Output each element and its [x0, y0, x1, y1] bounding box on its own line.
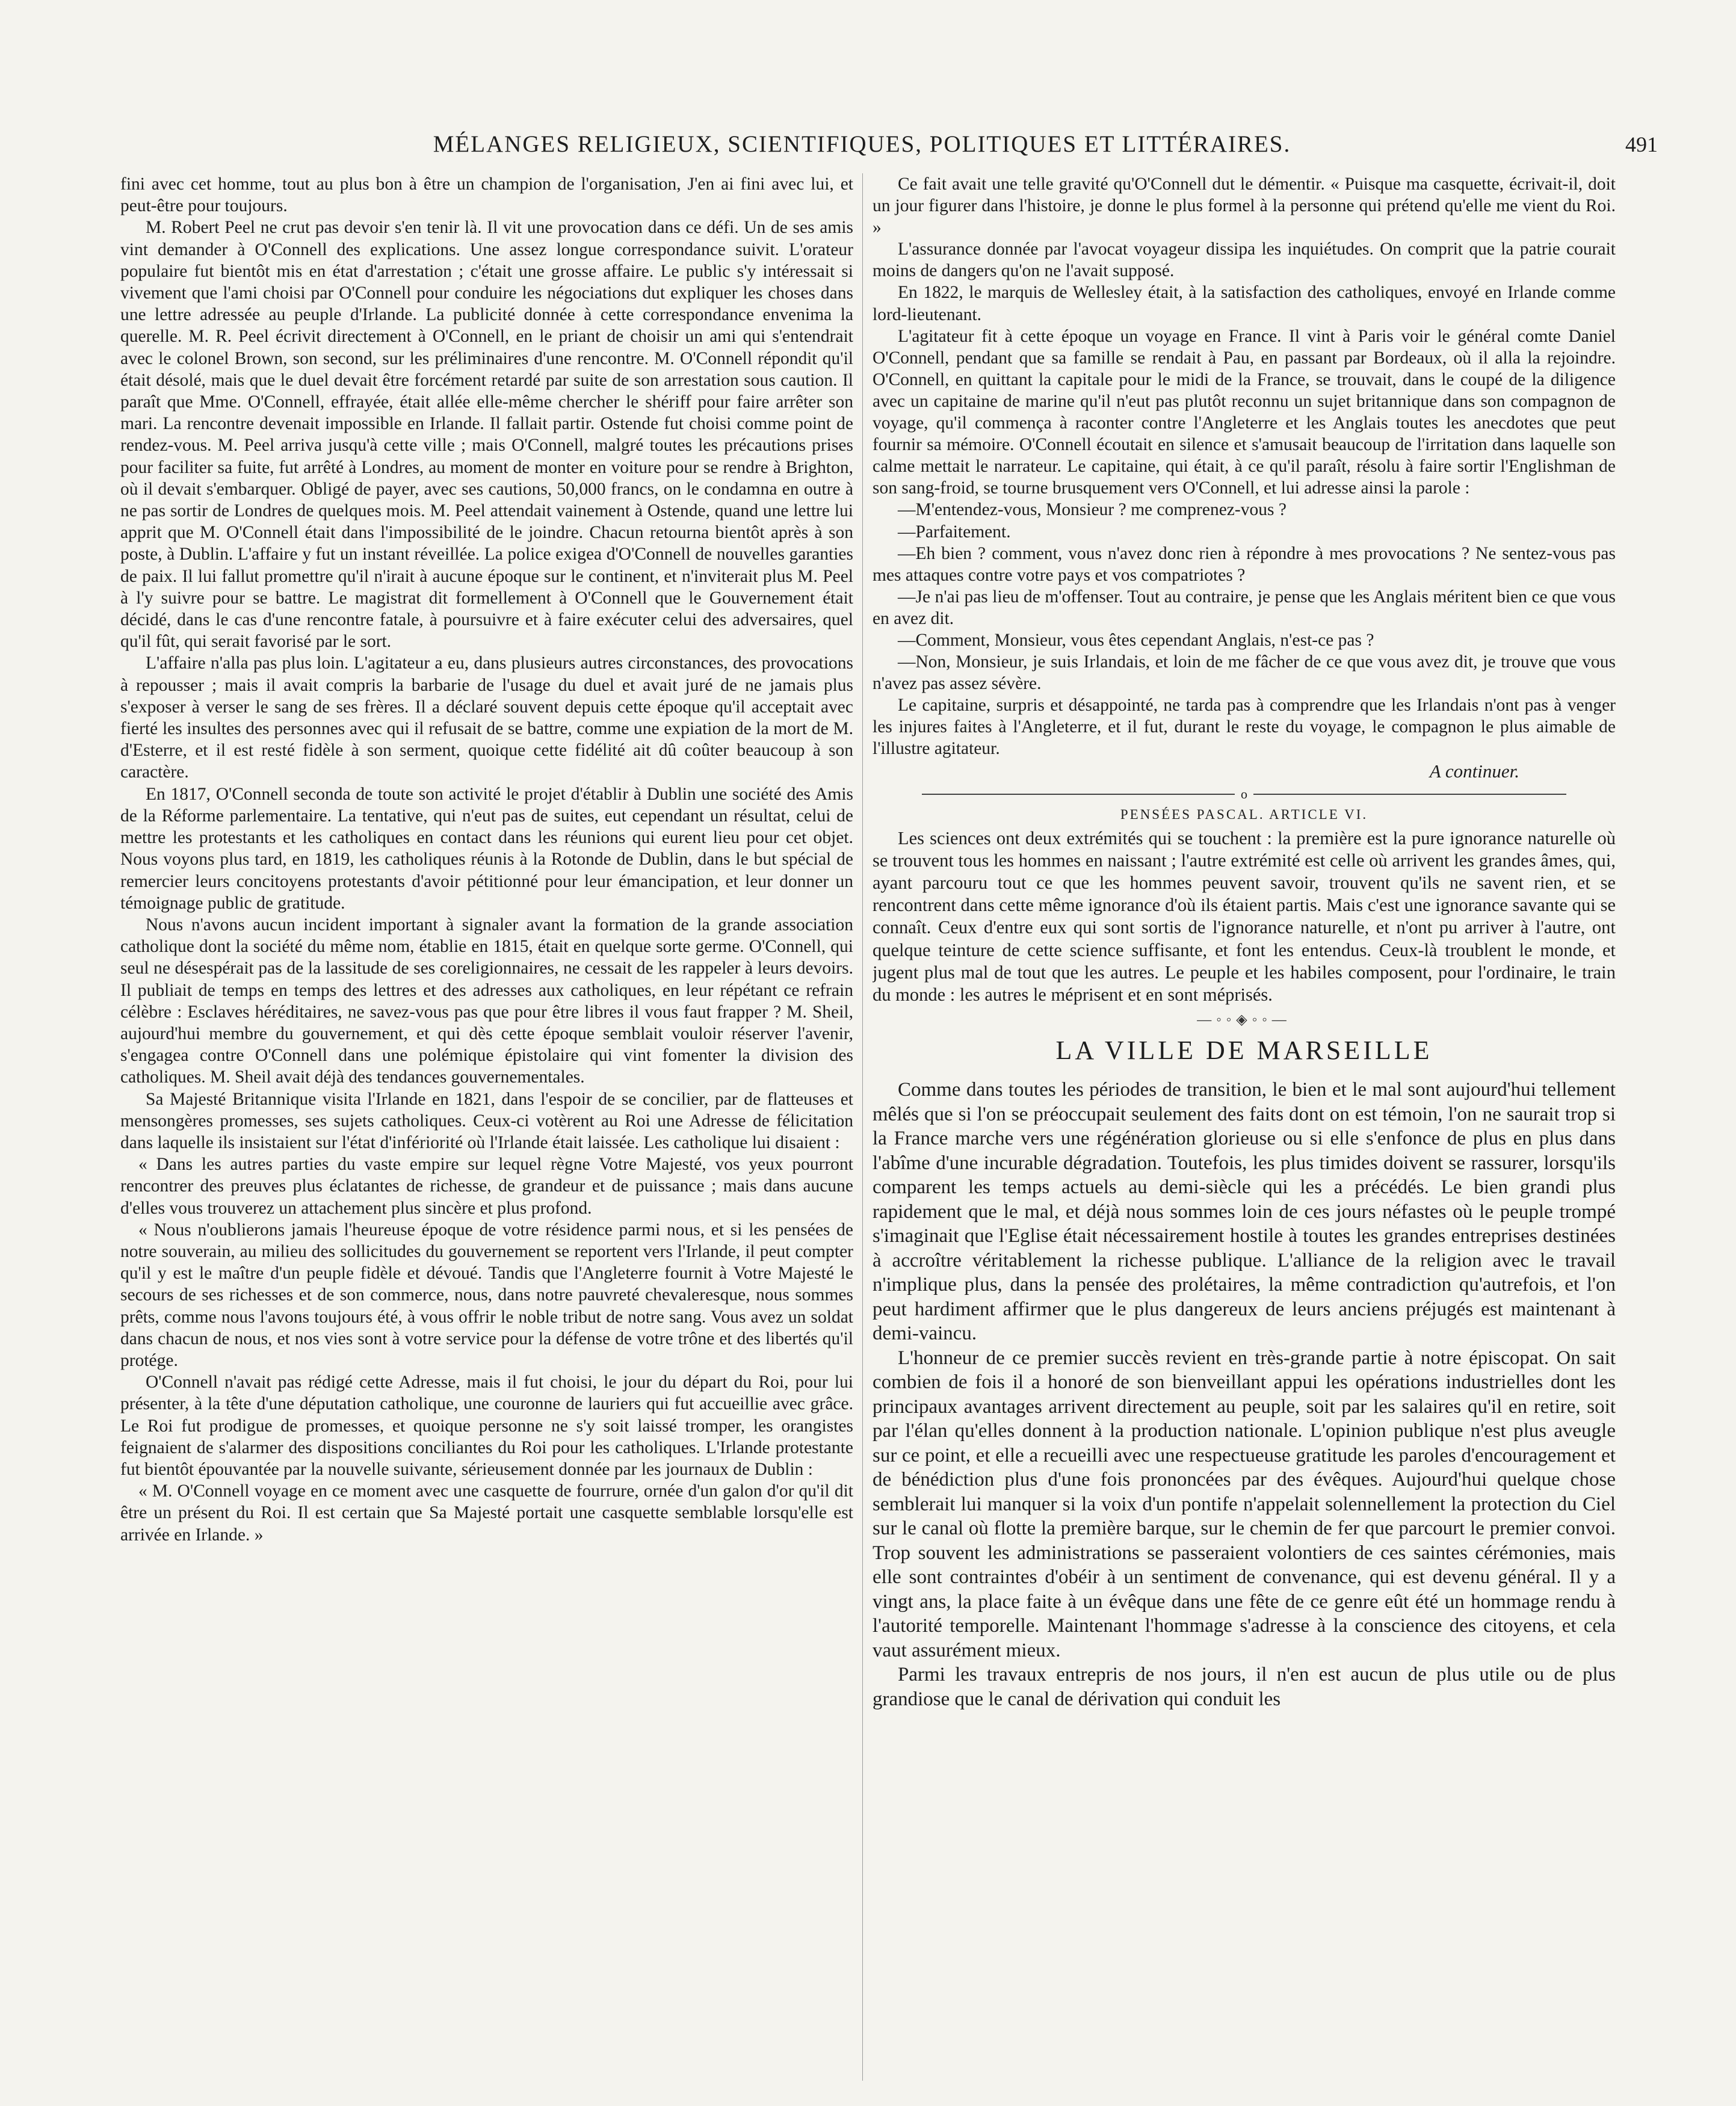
paragraph: Les sciences ont deux extrémités qui se touchent : la première est la pure ignorance naturelle où se trouvent tous les hommes en naissant ; l'autre extrémité est celle où arrivent les grandes âmes, qui, ayant parcouru tout ce que les hommes peuvent savoir, trouvent qu'ils ne savent rien, et se rencontrent dans cette même ignorance d'où ils étaient partis. Mais c'est une ignorance savante qui se connaît. Ceux d'entre eux qui sont sortis de l'ignorance naturelle, et n'ont pu arriver à l'autre, ont quelque teinture de cette science suffisante, et font les entendus. Ceux-là troublent le monde, et jugent plus mal de tout que les autres. Le peuple et les habiles composent, pour l'ordinaire, le train du monde : les autres le méprisent et en sont méprisés.: [873, 827, 1616, 1005]
left-column: [120, 173, 853, 2081]
column-divider: [862, 173, 863, 2081]
dialogue-line: —Comment, Monsieur, vous êtes cependant Anglais, n'est-ce pas ?: [898, 630, 1374, 650]
separator-line: [1253, 794, 1566, 795]
dialogue-line: —Eh bien ? comment, vous n'avez donc rien à répondre à mes provocations ? Ne sentez-vous pas mes attaques contre votre pays et vos compatriotes ?: [873, 543, 1616, 585]
paragraph: L'assurance donnée par l'avocat voyageur dissipa les inquiétudes. On comprit que la patrie courait moins de dangers qu'on ne l'avait supposé.: [873, 239, 1616, 281]
dialogue-line: —Je n'ai pas lieu de m'offenser. Tout au contraire, je pense que les Anglais méritent bien ce que vous en avez dit.: [873, 587, 1616, 628]
quoted-paragraph: « Nous n'oublierons jamais l'heureuse époque de votre résidence parmi nous, et si les pensées de notre souverain, au milieu des sollicitudes du gouvernement se reportent vers l'Irlande, il peut compter qu'il y est le maître d'un peuple fidèle et dévoué. Tandis que l'Angleterre fournit à Votre Majesté le secours de ses richesses et de son commerce, nous, dans notre pauvreté chevaleresque, nous sommes prêts, comme nous l'avons toujours été, à vous offrir le noble tribut de notre sang. Vous avez un soldat dans chacun de nous, et nos vies sont à votre service pour la défense de votre trône et des libertés qu'il protége.: [120, 1220, 853, 1370]
marseille-article: [873, 1036, 1616, 1711]
separator-line: [922, 794, 1235, 795]
paragraph: Le capitaine, surpris et désappointé, ne tarda pas à comprendre que les Irlandais n'ont pas à venger les injures faites à l'Angleterre, et il fut, durant le reste du voyage, le compagnon le plus aimable de l'illustre agitateur.: [873, 696, 1616, 759]
right-column: [873, 173, 1616, 2081]
pascal-title: PENSÉES PASCAL. ARTICLE VI.: [1120, 806, 1368, 822]
paragraph: Sa Majesté Britannique visita l'Irlande en 1821, dans l'espoir de se concilier, par de flatteuses et mensongères promesses, ses sujets catholiques. Ceux-ci votèrent au Roi une Adresse de félicitation dans laquelle ils insistaient sur l'état d'infériorité où l'Irlande était laissée. Les catholique lui disaient :: [120, 1089, 853, 1152]
paragraph: M. Robert Peel ne crut pas devoir s'en tenir là. Il vit une provocation dans ce défi. Un de ses amis vint demander à O'Connell des explications. Une assez longue correspondance suivit. L'orateur populaire fut bientôt mis en état d'arrestation ; c'était une grosse affaire. Le public s'y intéressait si vivement que l'ami choisi par O'Connell pour conduire les négociations dut expliquer les choses dans une lettre adressée au peuple d'Irlande. La publicité donnée à cette correspondance envenima la querelle. M. R. Peel écrivit directement à O'Connell, en le priant de choisir un ami qui s'entendrait avec le colonel Brown, son second, sur les préliminaires d'une rencontre. M. O'Connell répondit qu'il était désolé, mais que le duel devait être forcément retardé par suite de son arrestation sous caution. Il paraît que Mme. O'Connell, effrayée, était allée elle-même chercher le shériff pour faire arrêter son mari. La rencontre devenait impossible en Irlande. Il fallait partir. Ostende fut choisi comme point de rendez-vous. M. Peel arriva jusqu'à cette ville ; mais O'Connell, malgré toutes les précautions prises pour faciliter sa fuite, fut arrêté à Londres, au moment de monter en voiture pour se rendre à Brighton, où il devait s'embarquer. Obligé de payer, avec ses cautions, 50,000 francs, on le condamna en outre à ne pas sortir de Londres de quelques mois. M. Peel attendait vainement à Ostende, quand une lettre lui apprit que M. O'Connell était dans l'impossibilité de le joindre. Chacun retourna bientôt après à son poste, à Dublin. L'affaire y fut un instant réveillée. La police exigea d'O'Connell de nouvelles garanties de paix. Il lui fallut promettre qu'il n'irait à aucune époque sur le continent, et n'inviterait plus M. Peel à l'y suivre pour se battre. Le magistrat dit formellement à O'Connell que le Gouvernement était décidé, dans le cas d'une rencontre fatale, à poursuivre et à faire exécuter celui des adversaires, quel qu'il fût, qui serait favorisé par le sort.: [120, 218, 853, 652]
paragraph: Ce fait avait une telle gravité qu'O'Connell dut le démentir. « Puisque ma casquette, écrivait-il, doit un jour figurer dans l'histoire, je donne le plus formel à la personne qui prétend qu'elle me vient du Roi. »: [873, 174, 1616, 238]
to-be-continued: A continuer.: [1429, 760, 1519, 782]
paragraph: Parmi les travaux entrepris de nos jours, il n'en est aucun de plus utile ou de plus grandiose que le canal de dérivation qui conduit les: [873, 1664, 1616, 1710]
paragraph: fini avec cet homme, tout au plus bon à être un champion de l'organisation, J'en ai fini avec lui, et peut-être pour toujours.: [120, 174, 853, 216]
dialogue-line: —Parfaitement.: [898, 522, 1011, 542]
paragraph: Comme dans toutes les périodes de transition, le bien et le mal sont aujourd'hui tellement mêlés que si l'on se préoccupait seulement des faits dont on est témoin, l'on ne saurait trop si la France marche vers une régénération glorieuse ou si elle s'enfonce de plus en plus dans l'abîme d'une incurable dégradation. Toutefois, les plus timides doivent se rassurer, lorsqu'ils comparent les temps actuels au demi-siècle qui les a précédés. Le bien grandi plus rapidement que le mal, et déjà nous sommes loin de ces jours néfastes où le peuple trompé s'imaginait que l'Eglise était nécessairement hostile à toutes les grandes entreprises destinées à accroître véritablement la richesse publique. L'alliance de la religion avec le travail n'implique plus, dans la pensée des prolétaires, la même contradiction qu'autrefois, et l'on peut hardiment affirmer que le plus dangereux de leurs anciens préjugés est maintenant à demi-vaincu.: [873, 1079, 1616, 1345]
page-number: 491: [1625, 132, 1658, 156]
page-header: [66, 123, 1658, 165]
separator-mark: o: [1241, 786, 1247, 801]
article-title: LA VILLE DE MARSEILLE: [1055, 1036, 1433, 1066]
paragraph: Nous n'avons aucun incident important à signaler avant la formation de la grande association catholique dont la société du même nom, établie en 1815, était en quelque sorte germe. O'Connell, qui seul ne désespérait pas de la lassitude de ses coreligionnaires, ne cessait de les rappeler à leurs devoirs. Il publiait de temps en temps des lettres et des adresses aux catholiques, en leur répétant ce refrain célèbre : Esclaves héréditaires, ne savez-vous pas que pour être libres il vous faut frapper ? M. Sheil, aujourd'hui membre du gouvernement, et qui dès cette époque semblait vouloir réserver l'avenir, s'engagea contre O'Connell dans une polémique épistolaire qui vint fomenter la division des catholiques. M. Sheil avait déjà des tendances gouvernementales.: [120, 915, 853, 1087]
section-separator: [873, 786, 1616, 804]
paragraph: L'agitateur fit à cette époque un voyage en France. Il vint à Paris voir le général comte Daniel O'Connell, pendant que sa famille se rendait à Pau, en passant par Bordeaux, où il alla la rejoindre. O'Connell, en quittant la capitale pour le midi de la France, se trouvait, dans le coupé de la diligence avec un capitaine de marine qu'il n'eut pas plutôt reconnu un sujet britannique dans son compagnon de voyage, qu'il commença à raconter contre l'Angleterre et les Anglais toutes les anecdotes que peut fournir sa mémoire. O'Connell écoutait en silence et s'amusait beaucoup de l'irritation dans laquelle son calme mettait le narrateur. Le capitaine, qui était, à ce qu'il paraît, résolu à faire sortir l'Englishman de son sang-froid, se tourne brusquement vers O'Connell, et lui adresse ainsi la parole :: [873, 326, 1616, 498]
running-head: MÉLANGES RELIGIEUX, SCIENTIFIQUES, POLITIQUES ET LITTÉRAIRES.: [433, 131, 1291, 157]
pascal-section: [873, 807, 1616, 1007]
paragraph: O'Connell n'avait pas rédigé cette Adresse, mais il fut choisi, le jour du départ du Roi, pour lui présenter, à la tête d'une députation catholique, une couronne de lauriers qui fut accueillie avec grâce. Le Roi fut prodigue de promesses, et quoique personne ne s'y soit laissé tromper, les orangistes feignaient de s'alarmer des dispositions conciliantes du Roi pour les catholiques. L'Irlande protestante fut bientôt épouvantée par la nouvelle suivante, sérieusement donnée par les journaux de Dublin :: [120, 1373, 853, 1479]
quoted-paragraph: « Dans les autres parties du vaste empire sur lequel règne Votre Majesté, vos yeux pourront rencontrer des preuves plus éclatantes de richesse, de grandeur et de puissance ; mais dans aucune d'elles vous trouverez un attachement plus sincère et plus profond.: [120, 1155, 853, 1218]
dialogue-line: —M'entendez-vous, Monsieur ? me comprenez-vous ?: [898, 500, 1287, 520]
paragraph: En 1817, O'Connell seconda de toute son activité le projet d'établir à Dublin une société des Amis de la Réforme parlementaire. La tentative, qui n'eut pas de suites, eut cependant un résultat, celui de mettre les protestants et les catholiques en contact dans les réunions qui eurent lieu pour cet objet. Nous voyons plus tard, en 1819, les catholiques réunis à la Rotonde de Dublin, dans le but spécial de remercier leurs concitoyens protestants d'avoir pétitionné pour leur émancipation, et leur donner un témoignage public de gratitude.: [120, 784, 853, 913]
article-continuation: [873, 173, 1616, 760]
paragraph: L'affaire n'alla pas plus loin. L'agitateur a eu, dans plusieurs autres circonstances, des provocations à repousser ; mais il avait compris la barbarie de l'usage du duel et avait juré de ne jamais plus s'exposer à verser le sang de ses frères. Il a déclaré souvent depuis cette époque qu'il acceptait avec fierté les insultes des personnes avec qui il refusait de se battre, comme une expiation de la mort de M. d'Esterre, et il est resté fidèle à son serment, quoique cette fidélité ait dû coûter beaucoup à son caractère.: [120, 653, 853, 782]
ornament-divider: —◦◦◈◦◦—: [1197, 1012, 1291, 1028]
paragraph: L'honneur de ce premier succès revient en très-grande partie à notre épiscopat. On sait combien de fois il a honoré de son bienveillant appui les opérations industrielles dont les principaux avantages arrivent directement au peuple, soit par les salaires qu'il en retire, soit par l'élan qu'elles donnent à la production nationale. L'opinion publique n'est plus aveugle sur ce point, et elle a recueilli avec une respectueuse gratitude les paroles d'encouragement et de bénédiction plus d'une fois prononcées par des évêques. Aujourd'hui quelque chose semblerait lui manquer si la voix d'un pontife n'appelait solennellement la protection du Ciel sur le canal où flotte la première barque, sur le chemin de fer que parcourt le premier convoi. Trop souvent les administrations se passeraient volontiers de ces saintes cérémonies, mais elle sont contraintes d'obéir à un sentiment de convenance, qui est devenu général. Il y a vingt ans, la place faite à un évêque dans une fête de ce genre eût été un hommage rendu à l'autorité temporelle. Maintenant l'hommage s'adresse à la conscience des citoyens, et cela vaut assurément mieux.: [873, 1347, 1616, 1661]
dialogue-line: —Non, Monsieur, je suis Irlandais, et loin de me fâcher de ce que vous avez dit, je trouve que vous n'avez pas assez sévère.: [873, 652, 1616, 694]
paragraph: En 1822, le marquis de Wellesley était, à la satisfaction des catholiques, envoyé en Irlande comme lord-lieutenant.: [873, 283, 1616, 324]
quoted-paragraph: « M. O'Connell voyage en ce moment avec une casquette de fourrure, ornée d'un galon d'or qu'il dit être un présent du Roi. Il est certain que Sa Majesté portait une casquette semblable lorsqu'elle est arrivée en Irlande. »: [120, 1481, 853, 1545]
